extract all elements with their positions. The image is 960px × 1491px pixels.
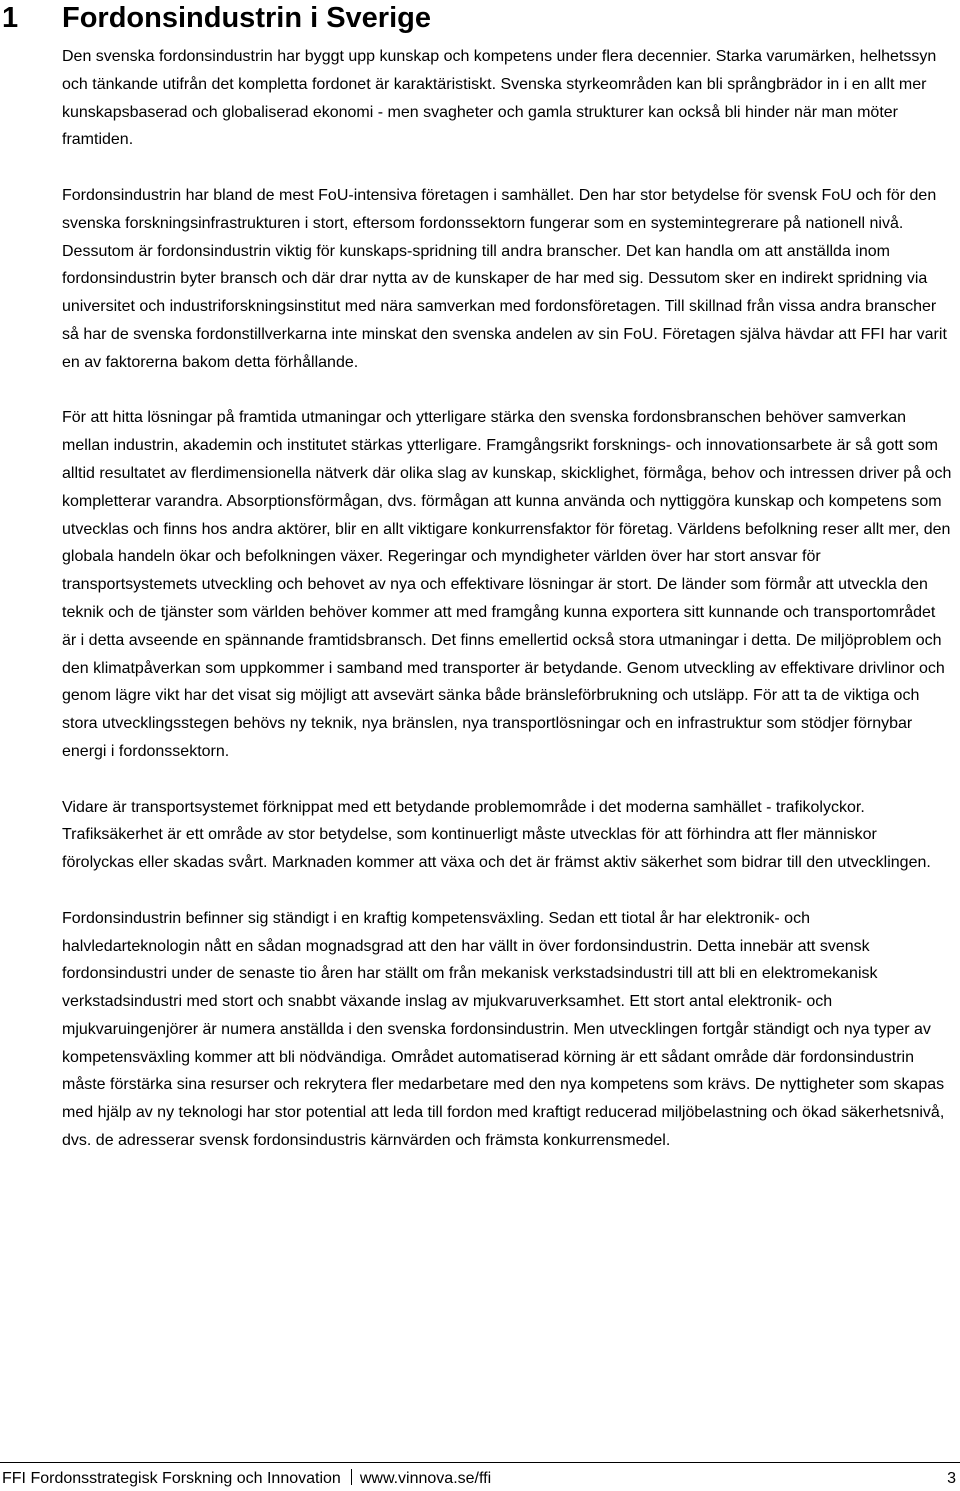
paragraph-competence-shift: Fordonsindustrin befinner sig ständigt i en kraftig kompetensväxling. Sedan ett tiotal år har elektronik- och halvledarteknologin nått en sådan mognadsgrad att den har vällt in över fordonsindustrin. Detta innebär att svensk fordonsindustri under de senaste tio åren har ställt om från mekanisk verkstadsindustri till att bli en elektromekanisk verkstadsindustri med stort och snabbt växande inslag av mjukvaruverksamhet. Ett stort antal elektronik- och mjukvaruingenjörer är numera anställda i den svenska fordonsindustrin. Men utvecklingen fortgår ständigt och nya typer av kompetensväxling kommer att bli nödvändiga. Området automatiserad körning är ett sådant område där fordonsindustrin måste förstärka sina resurser och rekrytera fler medarbetare med den nya kompetens som krävs. De nyttigheter som skapas med hjälp av ny teknologi har stor potential att leda till fordon med kraftigt reducerad miljöbelastning och ökad säkerhetsnivå, dvs. de adresserar svensk fordonsindustris kärnvärden och främsta konkurrensmedel. [62, 909, 945, 1150]
paragraph-fou: Fordonsindustrin har bland de mest FoU-intensiva företagen i samhället. Den har stor betydelse för svensk FoU och för den svenska forskningsinfrastrukturen i stort, eftersom fordonssektorn fungerar som en systemintegrerare på nationell nivå. Dessutom är fordonsindustrin viktig för kunskaps-spridning till andra branscher. Det kan handla om att anställda inom fordonsindustrin byter bransch och där drar nytta av de kunskaper de har med sig. Dessutom sker en indirekt spridning via universitet och industriforskningsinstitut med nära samverkan med fordonsföretagen. Till skillnad från vissa andra branscher så har de svenska fordonstillverkarna inte minskat den svenska andelen av sin FoU. Företagen själva hävdar att FFI har varit en av faktorerna bakom detta förhållande. [62, 186, 947, 371]
body-text [62, 43, 952, 1183]
paragraph-traffic-safety: Vidare är transportsystemet förknippat med ett betydande problemområde i det moderna samhället - trafikolyckor. Trafiksäkerhet är ett område av stor betydelse, som kontinuerligt måste utvecklas för att förhindra att fler människor förolyckas eller skadas svårt. Marknaden kommer att växa och det är främst aktiv säkerhet som bidrar till den utvecklingen. [62, 798, 931, 872]
footer-separator [351, 1469, 352, 1485]
footer-title: FFI Fordonsstrategisk Forskning och Innovation [2, 1470, 341, 1487]
section-title: Fordonsindustrin i Sverige [62, 2, 431, 34]
page-number: 3 [947, 1470, 956, 1487]
footer-url[interactable]: www.vinnova.se/ffi [359, 1470, 492, 1487]
footer-divider [0, 1462, 960, 1463]
footer-left [2, 1468, 491, 1490]
page-footer [2, 1468, 956, 1490]
paragraph-intro: Den svenska fordonsindustrin har byggt upp kunskap och kompetens under flera decennier. Starka varumärken, helhetssyn och tänkande utifrån det kompletta fordonet är karaktäristiskt. Svenska styrkeområden kan bli språngbrädor in i en allt mer kunskapsbaserad och globaliserad ekonomi - men svagheter och gamla strukturer kan också bli hinder när man möter framtiden. [62, 48, 937, 149]
paragraph-challenges: För att hitta lösningar på framtida utmaningar och ytterligare stärka den svenska fordonsbranschen behöver samverkan mellan industrin, akademin och institutet stärkas ytterligare. Framgångsrikt forsknings- och innovationsarbete är så gott som alltid resultatet av flerdimensionella nätverk där olika slag av kunskap, skicklighet, förmåga, behov och intressen driver på och kompletterar varandra. Absorptionsförmågan, dvs. förmågan att kunna använda och nyttiggöra kunskap och kompetens som utvecklas och finns hos andra aktörer, blir en allt viktigare konkurrensfaktor för företag. Världens befolkning reser allt mer, den globala handeln ökar och befolkningen växer. Regeringar och myndigheter världen över har stort ansvar för transportsystemets utveckling och behovet av nya och effektivare lösningar är stort. De länder som förmår att utveckla den teknik och de tjänster som världen behöver kommer att med framgång kunna exportera sitt kunnande och transportområdet är i detta avseende en spännande framtidsbransch. Det finns emellertid också stora utmaningar i detta. De miljöproblem och den klimatpåverkan som uppkommer i samband med transporter är betydande. Genom utveckling av effektivare drivlinor och genom lägre vikt har det visat sig möjligt att avsevärt sänka både bränsleförbrukning och utsläpp. För att ta de viktiga och stora utvecklingsstegen behövs ny teknik, nya bränslen, nya transportlösningar och en infrastruktur som stödjer förnybar energi i fordonssektorn. [62, 409, 952, 760]
section-number: 1 [2, 2, 19, 34]
